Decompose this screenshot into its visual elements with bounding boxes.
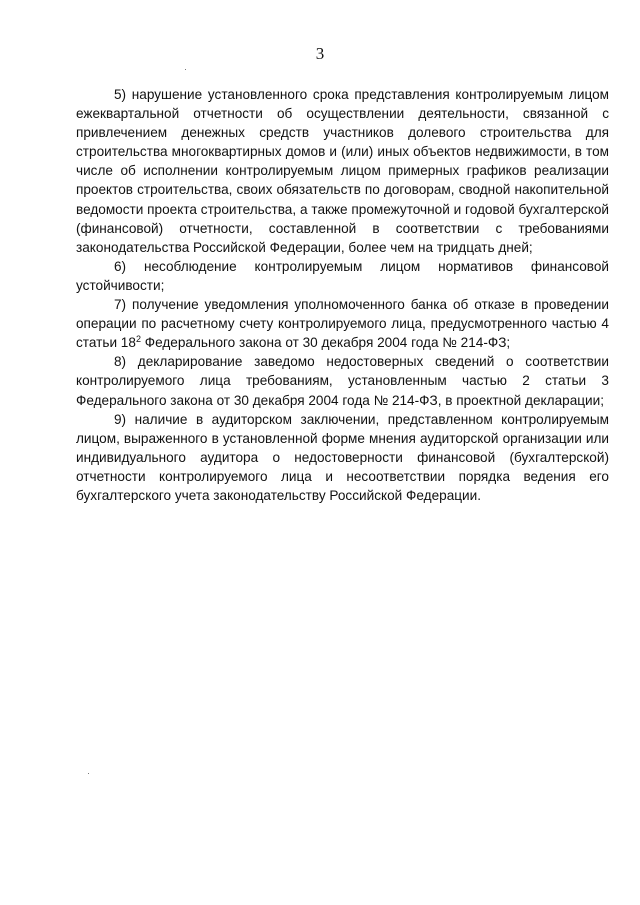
scan-speck bbox=[88, 773, 89, 774]
list-item-7 bbox=[76, 295, 609, 352]
scan-speck bbox=[185, 69, 186, 70]
list-item-6: 6) несоблюдение контролируемым лицом нормативов финансовой устойчивости; bbox=[76, 258, 609, 293]
superscript: 2 bbox=[135, 334, 141, 345]
list-item-5: 5) нарушение установленного срока представления контролируемым лицом ежеквартальной отчетности об осуществлении деятельности, связанной с привлечением денежных средств участников долевого строительства для строительства многоквартирных домов и (или) иных объектов недвижимости, в том числе об исполнении контролируемым лицом примерных графиков реализации проектов строительства, своих обязательств по договорам, сводной накопительной ведомости проекта строительства, а также промежуточной и годовой бухгалтерской (финансовой) отчетности, составленной в соответствии с требованиями законодательства Российской Федерации, более чем на тридцать дней; bbox=[76, 87, 609, 255]
list-item-8: 8) декларирование заведомо недостоверных сведений о соответствии контролируемого лица требованиям, установленным частью 2 статьи 3 Федерального закона от 30 декабря 2004 года № 214-ФЗ, в проектной декларации; bbox=[76, 354, 609, 408]
page-number: 3 bbox=[315, 44, 325, 63]
list-item-9: 9) наличие в аудиторском заключении, представленном контролируемым лицом, выраженного в установленной форме мнения аудиторской организации или индивидуального аудитора о недостоверности финансовой (бухгалтерской) отчетности контролируемого лица и несоответствии порядка ведения его бухгалтерского учета законодательству Российской Федерации. bbox=[76, 411, 609, 503]
document-body bbox=[76, 85, 609, 505]
list-item-7-text-end: Федерального закона от 30 декабря 2004 года № 214-ФЗ; bbox=[140, 335, 511, 351]
list-item-7-text: 7) получение уведомления уполномоченного банка об отказе в проведении операции по расчетному счету контролируемого лица, предусмотренного частью 4 статьи 18 bbox=[76, 297, 609, 351]
